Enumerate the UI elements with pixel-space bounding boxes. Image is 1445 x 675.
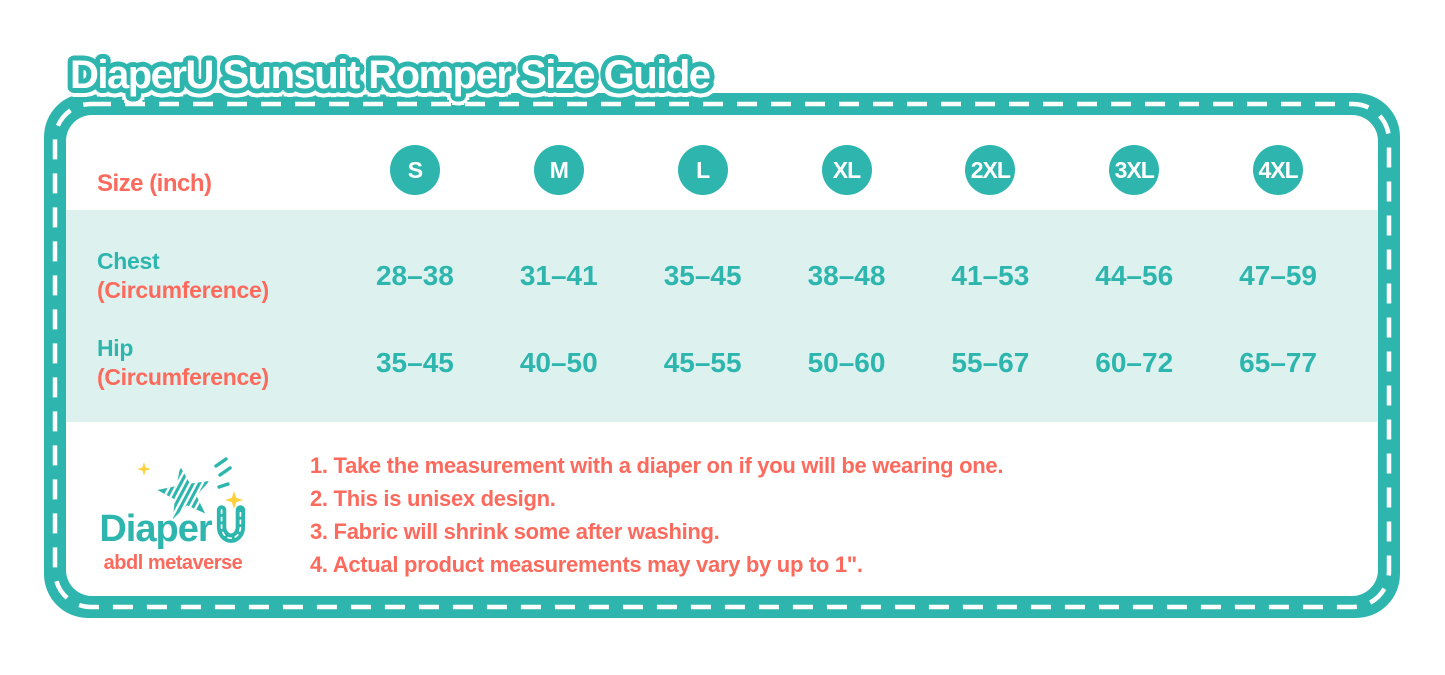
- logo-wordmark: [85, 504, 261, 548]
- size-badge-4xl: 4XL: [1253, 145, 1303, 195]
- hip-row: [66, 316, 1378, 422]
- chest-value: 38–48: [807, 260, 886, 291]
- chest-value: 31–41: [519, 260, 598, 291]
- chest-value: 35–45: [663, 260, 742, 291]
- size-badge-s: S: [390, 145, 440, 195]
- size-badge-m: M: [534, 145, 584, 195]
- stitched-u-icon: [215, 504, 247, 546]
- hip-value: 35–45: [375, 347, 454, 378]
- hip-value: 40–50: [519, 347, 598, 378]
- measurement-band: [66, 210, 1378, 422]
- hip-label: Hip: [97, 335, 134, 361]
- chest-value: 41–53: [951, 260, 1030, 291]
- shine-lines-icon: [216, 459, 230, 487]
- size-unit-label: Size (inch): [97, 170, 212, 197]
- note-line: 1. Take the measurement with a diaper on if you will be wearing one.: [310, 453, 1004, 478]
- logo-tagline: abdl metaverse: [103, 552, 243, 574]
- page-title: DiaperU Sunsuit Romper Size Guide: [70, 53, 710, 97]
- size-header-row: [66, 115, 1378, 210]
- chest-value: 44–56: [1095, 260, 1174, 291]
- chest-label: Chest: [97, 248, 160, 274]
- note-line: 4. Actual product measurements may vary by up to 1".: [310, 552, 863, 577]
- size-badge-xl: XL: [822, 145, 872, 195]
- hip-sublabel: (Circumference): [97, 364, 269, 390]
- diaperu-logo: [85, 456, 261, 578]
- hip-value: 55–67: [951, 347, 1030, 378]
- chest-value: 28–38: [375, 260, 454, 291]
- hip-value: 45–55: [663, 347, 742, 378]
- logo-brand-text: Diaper: [99, 508, 212, 550]
- size-badge-2xl: 2XL: [965, 145, 1015, 195]
- chest-row: [66, 210, 1378, 316]
- hip-value: 65–77: [1239, 347, 1318, 378]
- size-badge-l: L: [678, 145, 728, 195]
- hip-row-label: [66, 334, 343, 392]
- note-line: 3. Fabric will shrink some after washing.: [310, 519, 720, 544]
- notes-list: [310, 449, 1003, 581]
- chest-row-label: [66, 247, 343, 305]
- size-badge-3xl: 3XL: [1109, 145, 1159, 195]
- hip-value: 50–60: [807, 347, 886, 378]
- chest-value: 47–59: [1239, 260, 1318, 291]
- note-line: 2. This is unisex design.: [310, 486, 556, 511]
- chest-sublabel: (Circumference): [97, 277, 269, 303]
- hip-value: 60–72: [1095, 347, 1174, 378]
